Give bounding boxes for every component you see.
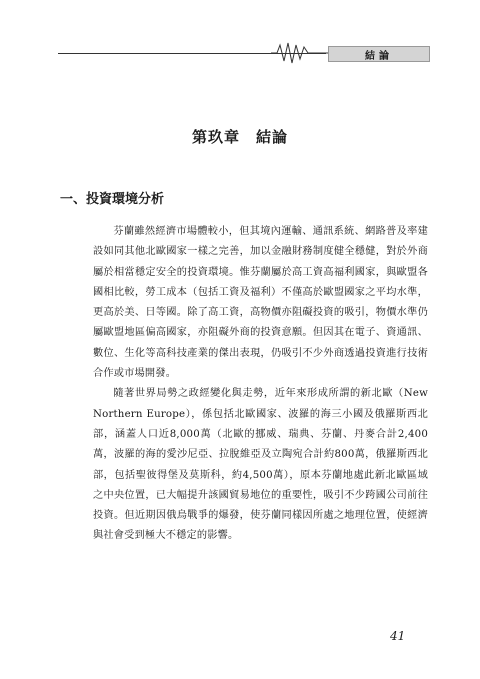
paragraph: 芬蘭雖然經濟市場體較小，但其境內運輸、通訊系統、網路普及率建設如同其他北歐國家一樣之完善，加以金融財務制度健全穩健，對於外商屬於相當穩定安全的投資環境。惟芬蘭屬於高工資高福利國家，與歐盟各國相比較，勞工成本（包括工資及福利）不僅高於歐盟國家之平均水準，更高於美、日等國。除了高工資，高物價亦阻礙投資的吸引，物價水準仍屬歐盟地區偏高國家，亦阻礙外商的投資意願。但因其在電子、資通訊、數位、生化等高科技產業的傑出表現，仍吸引不少外商透過投資進行技術合作或市場開發。 [93, 226, 428, 380]
paragraph: 隨著世界局勢之政經變化與走勢，近年來形成所謂的新北歐（New Northern Europe），係包括北歐國家、波羅的海三小國及俄羅斯西北部，涵蓋人口近8,000萬（北歐的挪威、瑞典、芬蘭、丹麥合計2,400萬，波羅的海的愛沙尼亞、拉脫維亞及立陶宛合計約800萬，俄羅斯西北部，包括聖彼得堡及莫斯科，約4,500萬），原本芬蘭地處此新北歐區域之中央位置，已大幅提升該國貿易地位的重要性，吸引不少跨國公司前往投資。但近期因俄烏戰爭的爆發，使芬蘭同樣因所處之地理位置，使經濟與社會受到極大不穩定的影響。 [93, 388, 428, 542]
section-heading: 一、投資環境分析 [60, 192, 165, 207]
zigzag-ornament-icon [271, 40, 329, 66]
running-header [58, 40, 428, 66]
body-text [93, 222, 428, 547]
header-section-label: 結論 [328, 46, 430, 62]
page-number: 41 [390, 629, 406, 643]
chapter-title: 第玖章 結論 [191, 128, 288, 146]
